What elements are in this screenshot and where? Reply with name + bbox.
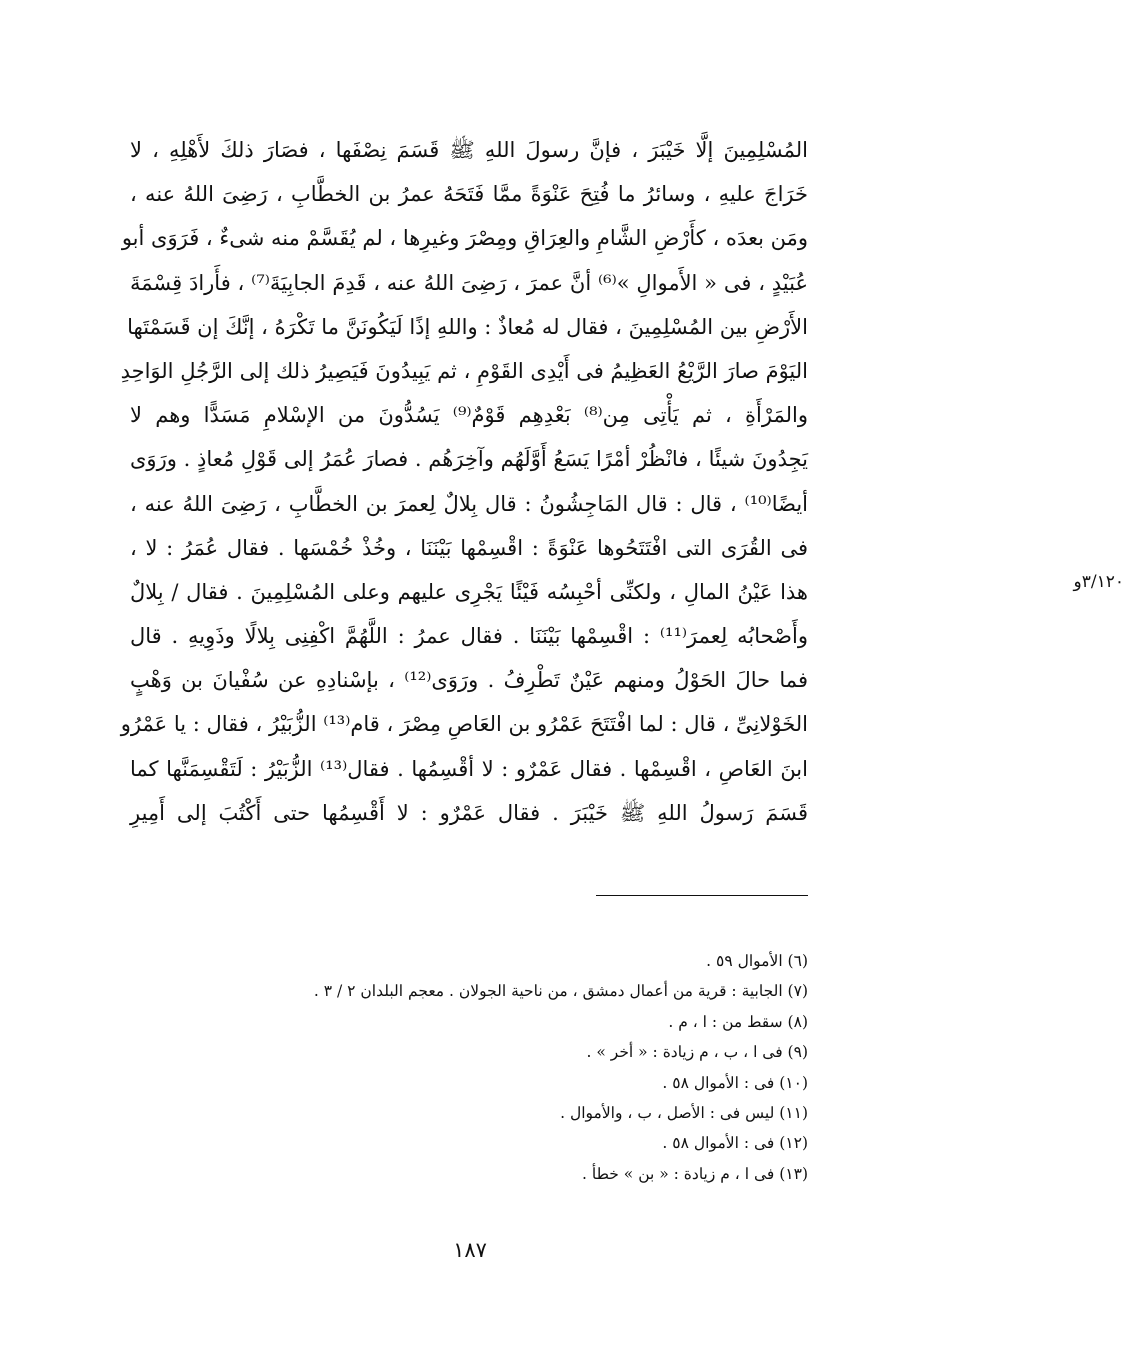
footnotes-block — [200, 946, 808, 1189]
text-line: وأَصْحابُه لِعمرَ⁽¹¹⁾ : اقْسِمْها بَيْنَنَا . فقال عمرُ : اللَّهُمَّ اكْفِنِى بِلالًا وذَوِيهِ . قال — [130, 624, 808, 649]
text-line: ابنَ العَاصِ ، اقْسِمْها . فقال عَمْرٌو : لا أقْسِمُها . فقال⁽¹³⁾ الزُّبَيْرُ : لَتَقْسِمَنَّها كما — [130, 756, 808, 781]
text-line: خَرَاجَ عليهِ ، وسائرُ ما فُتِحَ عَنْوَةً ممَّا فَتَحَهُ عمرُ بن الخطَّابِ ، رَضِىَ اللهُ عنه ، — [130, 182, 808, 207]
footnote: (١٠) فى : الأموال ٥٨ . — [662, 1073, 808, 1092]
text-line: يَجِدُونَ شيئًا ، فانْظُرْ أمْرًا يَسَعُ أَوَّلَهُم وآخِرَهُم . فصارَ عُمَرُ إلى قَوْلِ مُعاذٍ . ورَوَى — [130, 447, 808, 472]
text-line: فما حالَ الحَوْلُ ومنهم عَيْنٌ تَطْرِفُ . ورَوَى⁽¹²⁾ ، بإسْنادِهِ عن سُفْيانَ بن وَهْبٍ — [130, 668, 808, 693]
page-number: ١٨٧ — [453, 1238, 487, 1262]
text-line: والمَرْأَةِ ، ثم يَأْتِى مِن⁽⁸⁾ بَعْدِهِم قَوْمٌ⁽⁹⁾ يَسُدُّونَ من الإسْلامِ مَسَدًّا وهم لا — [130, 403, 808, 428]
text-line: اليَوْمَ صارَ الرَّيْعُ العَظِيمُ فى أَيْدِى القَوْمِ ، ثم يَبِيدُونَ فَيَصِيرُ ذلك إلى الرَّجُلِ الوَاحِدِ — [120, 358, 808, 383]
footnote: (٩) فى ا ، ب ، م زيادة : « أخر » . — [586, 1043, 808, 1062]
footnote: (٨) سقط من : ا ، م . — [668, 1012, 808, 1031]
text-line: قَسَمَ رَسولُ اللهِ ﷺ خَيْبَرَ . فقال عَمْرٌو : لا أَقْسِمُها حتى أَكْتُبَ إلى أَمِيرِ — [130, 800, 808, 825]
text-line: ومَن بعدَه ، كأَرْضِ الشَّامِ والعِرَاقِ ومِصْرَ وغيرِها ، لم يُقَسَّمْ منه شىءٌ ، فَرَوَى أبو — [121, 226, 808, 251]
text-line: هذا عَيْنُ المالِ ، ولكنِّى أحْبِسُه فَيْئًا يَجْرِى عليهم وعلى المُسْلِمِينَ . فقال / بِلالٌ — [130, 579, 808, 604]
text-line: المُسْلِمِينَ إلَّا خَيْبَرَ ، فإنَّ رسولَ اللهِ ﷺ قَسَمَ نِصْفَها ، فصَارَ ذلكَ لأَهْلِهِ ، لا — [130, 138, 808, 162]
text-line: عُبَيْدٍ ، فى « الأَموالِ »⁽⁶⁾ أنَّ عمرَ ، رَضِىَ اللهُ عنه ، قَدِمَ الجابِيَةَ⁽⁷⁾ ، فأَرادَ قِسْمَةَ — [130, 270, 809, 295]
footnote: (١٣) فى ا ، م زيادة : « بن » خطأ . — [582, 1164, 808, 1183]
main-text-block — [120, 128, 809, 835]
footnote: (١٢) فى : الأموال ٥٨ . — [662, 1134, 808, 1153]
text-line: الخَوْلانِىِّ ، قال : لما افْتَتَحَ عَمْرُو بن العَاصِ مِصْرَ ، قام⁽¹³⁾ الزُّبَيْرُ ، فقال : يا عَمْرُو — [120, 712, 808, 737]
text-line: أيضًا⁽¹⁰⁾ ، قال : قال المَاجِشُونُ : قال بِلالٌ لِعمرَ بن الخطَّابِ ، رَضِىَ اللهُ عنه ، — [130, 491, 808, 516]
footnote: (٦) الأموال ٥٩ . — [706, 952, 808, 970]
text-line: الأَرْضِ بين المُسْلِمِينَ ، فقال له مُعاذٌ : واللهِ إذًا لَيَكُونَنَّ ما تَكْرَهُ ، إنَّكَ إن قَسَمْتَها — [127, 314, 808, 339]
margin-folio-text: ٣/١٢٠و — [1073, 572, 1124, 592]
footnote-separator — [596, 895, 808, 896]
footnote: (٧) الجابية : قرية من أعمال دمشق ، من ناحية الجولان . معجم البلدان ٢ / ٣ . — [313, 982, 808, 1001]
footnote: (١١) ليس فى : الأصل ، ب ، والأموال . — [560, 1103, 808, 1122]
text-line: فى القُرَى التى افْتَتَحُوها عَنْوَةً : اقْسِمْها بَيْنَنَا ، وخُذْ خُمْسَها . فقال عُمَرُ : لا ، — [130, 535, 808, 560]
